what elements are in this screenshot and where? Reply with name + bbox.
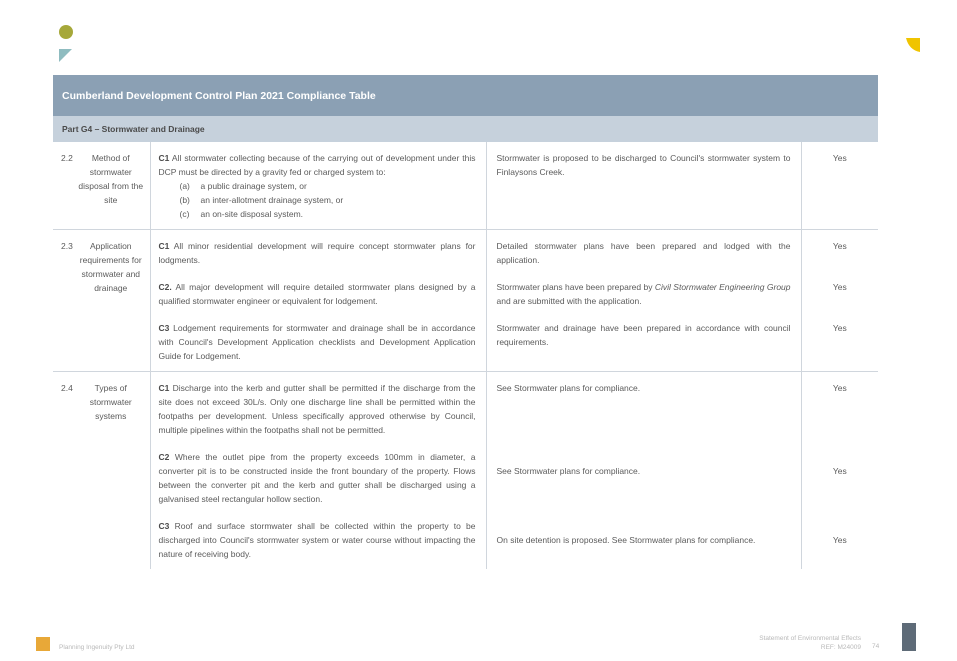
footer-document-info [700, 634, 861, 652]
sub-item-marker: (c) [179, 209, 190, 219]
response-text: See Stormwater plans for compliance. [496, 383, 641, 393]
requirement-cell [150, 142, 486, 230]
sub-item-marker: (a) [179, 181, 190, 191]
page-number: 74 [872, 643, 880, 650]
footer-doc-title: Statement of Environmental Effects [759, 635, 861, 642]
compliance-cell [801, 372, 878, 570]
section-label [53, 372, 150, 570]
sub-item-text: an inter-allotment drainage system, or [200, 195, 344, 205]
sub-item-text: an on-site disposal system. [200, 209, 304, 219]
sub-item-marker: (b) [179, 195, 190, 205]
compliance-value: Yes [832, 241, 847, 251]
section-number: 2.3 [61, 241, 73, 251]
section-title: Application requirements for stormwater and drainage [79, 241, 142, 293]
control-code: C1 [158, 153, 170, 163]
control-code: C1 [158, 241, 170, 251]
sub-item [159, 179, 476, 193]
section-label [53, 230, 150, 372]
control-code: C1 [158, 383, 170, 393]
response-text: See Stormwater plans for compliance. [496, 466, 641, 476]
table-row [53, 142, 878, 230]
compliance-value: Yes [832, 153, 847, 163]
response-text: Stormwater and drainage have been prepared in accordance with council requirements. [496, 323, 791, 347]
compliance-value: Yes [832, 535, 847, 545]
section-number: 2.2 [61, 153, 73, 163]
section-label [53, 142, 150, 230]
response-cell [486, 372, 801, 570]
company-logo-square [36, 637, 50, 651]
requirement [159, 381, 476, 437]
requirement [159, 519, 476, 561]
requirement-text: All stormwater collecting because of the carrying out of development under this DCP must be directed by a gravity fed or charged system to: [158, 153, 476, 177]
control-code: C2. [158, 282, 172, 292]
requirement-cell [150, 372, 486, 570]
compliance-cell [801, 142, 878, 230]
table-row [53, 230, 878, 372]
footer-reference: REF: M24009 [820, 644, 861, 651]
response-text-part: Stormwater plans have been prepared by [496, 282, 655, 292]
table-row [53, 372, 878, 570]
response-cell [486, 230, 801, 372]
requirement-text: All major development will require detailed stormwater plans designed by a qualified stormwater engineer or equivalent for lodgement. [158, 282, 476, 306]
response-cell [486, 142, 801, 230]
requirement [159, 450, 476, 506]
decorative-circle [59, 25, 73, 39]
response-text-part: and are submitted with the application. [496, 296, 642, 306]
control-code: C2 [158, 452, 170, 462]
table-title: Cumberland Development Control Plan 2021 Compliance Table [53, 75, 878, 116]
sub-item [159, 193, 476, 207]
response-text: Stormwater is proposed to be discharged to Council's stormwater system to Finlaysons Creek. [496, 153, 791, 177]
compliance-value: Yes [832, 466, 847, 476]
compliance-value: Yes [832, 383, 847, 393]
requirement [159, 239, 476, 267]
requirement [159, 280, 476, 308]
compliance-value: Yes [832, 323, 847, 333]
compliance-value: Yes [832, 282, 847, 292]
requirement [159, 321, 476, 363]
consultant-name: Civil Stormwater Engineering Group [654, 282, 791, 292]
response-text [497, 280, 791, 308]
control-code: C3 [158, 323, 170, 333]
footer-accent-bar [902, 623, 916, 651]
footer-company: Planning Ingenuity Pty Ltd [59, 644, 135, 651]
requirement-text: Discharge into the kerb and gutter shall be permitted if the discharge from the site does not exceed 30L/s. Only one discharge line shall be permitted within the footpaths per development. Unless specifically approved otherwise by Council, multiple pipelines within the footpaths shall not be permitted. [158, 383, 476, 435]
response-text: On site detention is proposed. See Stormwater plans for compliance. [496, 535, 756, 545]
requirement-text: All minor residential development will require concept stormwater plans for lodgments. [158, 241, 476, 265]
section-title: Types of stormwater systems [89, 383, 132, 421]
decorative-triangle [59, 49, 72, 62]
compliance-cell [801, 230, 878, 372]
requirement-text: Roof and surface stormwater shall be collected within the property to be discharged into Council's stormwater system or water course without impacting the nature of receiving body. [158, 521, 476, 559]
requirement [159, 151, 476, 179]
part-heading: Part G4 – Stormwater and Drainage [53, 116, 878, 142]
requirement-text: Lodgement requirements for stormwater and drainage shall be in accordance with Council's Development Application checklists and Development Application Guide for Lodgement. [158, 323, 476, 361]
section-title: Method of stormwater disposal from the site [78, 153, 144, 205]
compliance-table [53, 75, 878, 569]
response-text: Detailed stormwater plans have been prepared and lodged with the application. [496, 241, 791, 265]
control-code: C3 [158, 521, 170, 531]
sub-item-text: a public drainage system, or [200, 181, 307, 191]
requirement-text: Where the outlet pipe from the property exceeds 100mm in diameter, a converter pit is to be constructed inside the front boundary of the property. Flows between the converter pit and the kerb and gutter shall be discharged using a galvanised steel rectangular hollow section. [158, 452, 476, 504]
section-number: 2.4 [61, 383, 73, 393]
decorative-corner-shape [906, 38, 920, 52]
sub-item [159, 207, 476, 221]
requirement-cell [150, 230, 486, 372]
